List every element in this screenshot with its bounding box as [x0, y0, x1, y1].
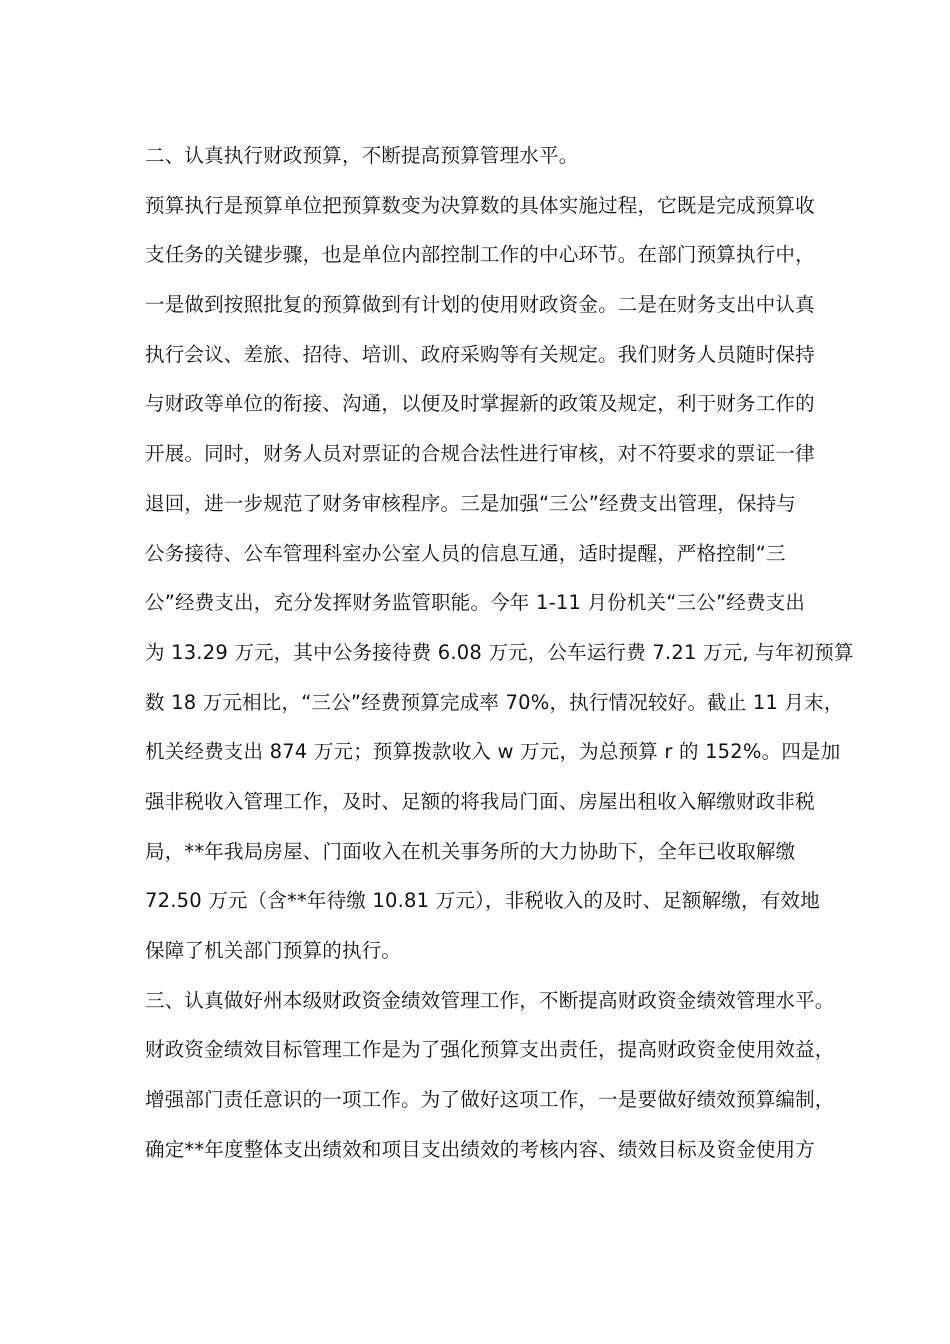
paragraph-line: 机关经费支出 874 万元；预算拨款收入 w 万元，为总预算 r 的 152%。四是加: [145, 740, 841, 764]
paragraph-line: 公”经费支出，充分发挥财务监管职能。今年 1-11 月份机关“三公”经费支出: [145, 591, 806, 615]
paragraph-line: 局，**年我局房屋、门面收入在机关事务所的大力协助下，全年已收取解缴: [145, 839, 796, 863]
paragraph-line: 一是做到按照批复的预算做到有计划的使用财政资金。二是在财务支出中认真: [145, 293, 815, 317]
paragraph-line: 执行会议、差旅、招待、培训、政府采购等有关规定。我们财务人员随时保持: [145, 342, 815, 366]
paragraph-line: 增强部门责任意识的一项工作。为了做好这项工作，一是要做好绩效预算编制，: [145, 1088, 835, 1112]
paragraph-line: 开展。同时，财务人员对票证的合规合法性进行审核，对不符要求的票证一律: [145, 442, 815, 466]
document-body: [145, 131, 854, 1174]
paragraph-line: 强非税收入管理工作，及时、足额的将我局门面、房屋出租收入解缴财政非税: [145, 789, 815, 813]
paragraph-line: 数 18 万元相比，“三公”经费预算完成率 70%，执行情况较好。截止 11 月末，: [145, 690, 844, 714]
paragraph-line: 为 13.29 万元，其中公务接待费 6.08 万元，公车运行费 7.21 万元, 与年初预算: [145, 640, 854, 664]
paragraph-line: 支任务的关键步骤，也是单位内部控制工作的中心环节。在部门预算执行中，: [145, 243, 815, 267]
paragraph-line: 确定**年度整体支出绩效和项目支出绩效的考核内容、绩效目标及资金使用方: [145, 1137, 816, 1161]
paragraph-line: 财政资金绩效目标管理工作是为了强化预算支出责任，提高财政资金使用效益，: [145, 1038, 835, 1062]
section-heading-2: 二、认真执行财政预算，不断提高预算管理水平。: [145, 144, 579, 167]
paragraph-line: 72.50 万元（含**年待缴 10.81 万元），非税收入的及时、足额解缴，有效地: [145, 889, 820, 913]
paragraph-line: 公务接待、公车管理科室办公室人员的信息互通，适时提醒，严格控制“三: [145, 541, 786, 565]
paragraph-line: 预算执行是预算单位把预算数变为决算数的具体实施过程，它既是完成预算收: [145, 193, 815, 217]
paragraph-line: 保障了机关部门预算的执行。: [145, 939, 402, 962]
paragraph-line: 退回，进一步规范了财务审核程序。三是加强“三公”经费支出管理，保持与: [145, 491, 797, 515]
section-heading-3: 三、认真做好州本级财政资金绩效管理工作，不断提高财政资金绩效管理水平。: [145, 988, 835, 1012]
paragraph-line: 与财政等单位的衔接、沟通，以便及时掌握新的政策及规定，利于财务工作的: [145, 392, 815, 416]
